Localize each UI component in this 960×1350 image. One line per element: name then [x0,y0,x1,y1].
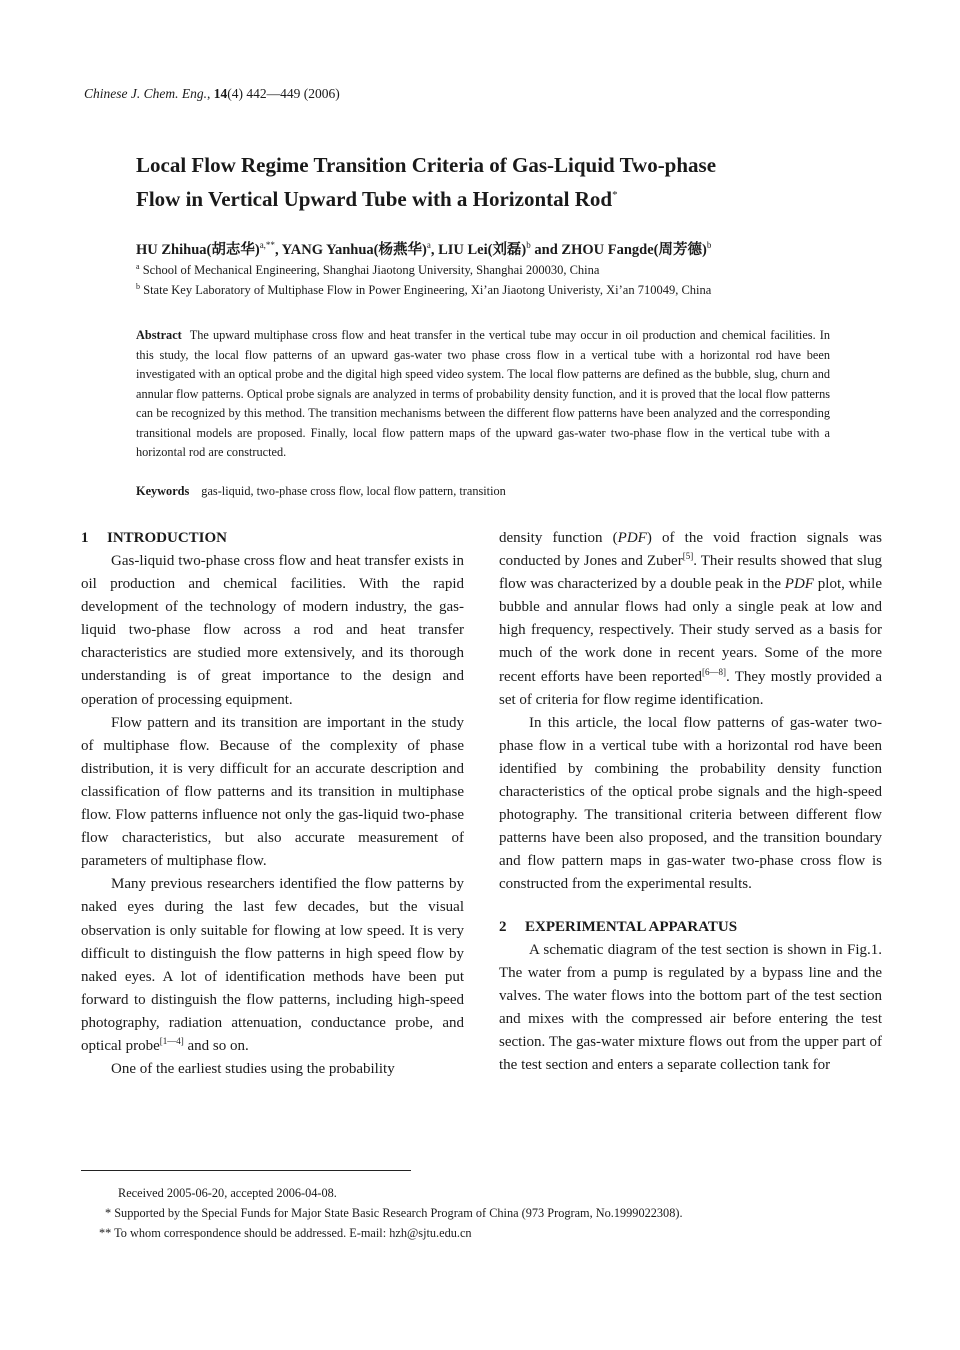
author-liu-affiliation-mark: b [526,240,531,251]
paragraph-text: One of the earliest studies using the probability [111,1061,395,1078]
abstract-text: The upward multiphase cross flow and heat transfer in the vertical tube may occur in oil production and chemical facilities. In this study, the local flow patterns of an upward gas-water two phase cross flow in a vertical tube with a horizontal rod have been investigated with an optical probe and the digital high speed video system. The local flow patterns are defined as the bubble, slug, churn and annular flow patterns. Optical probe signals are analyzed in terms of probability density function, and it is proved that the local flow patterns can be recognized by this method. The transition mechanisms between the different flow patterns have been analyzed and the corresponding transitional models are proposed. Finally, local flow pattern maps of the upward gas-water two-phase flow in the vertical tube with a horizontal rod are constructed. [136,328,830,459]
footnote-correspondence: ** To whom correspondence should be addressed. E-mail: hzh@sjtu.edu.cn [99,1226,472,1240]
citation-ref: [6—8] [702,666,726,677]
author-hu-zhihua: HU Zhihua(胡志华) [136,242,260,258]
paragraph: Gas-liquid two-phase cross flow and heat transfer exists in oil production and chemical facilities. With the rapid development of the technology of modern industry, the gas-liquid two-phase flow across a rod and heat transfer characteristics are studied more extensively, and its thorough understanding is of great importance to the design and operation of processing equipment. [81,553,464,708]
paragraph-text: . They mostly provided a set of criteria for flow regime identification. [499,668,882,708]
author-zhou-affiliation-mark: b [706,240,712,251]
pdf-abbrev: PDF [617,530,647,546]
paragraph-text: . Their results showed that slug flow was characterized by a double peak in the [499,553,882,593]
author-zhou-fangde: and ZHOU Fangde(周芳德) [530,242,707,258]
paragraph-text: plot, while bubble and annular flows had only a single peak at low and high frequency, respectively. Their study served as a basis for much of the work done in recent years. Some of the more recent efforts have been reported [499,576,882,685]
pdf-abbrev: PDF [784,576,814,593]
body-column-right [499,527,882,1077]
paragraph-text: and so on. [183,1037,249,1054]
author-liu-lei: , LIU Lei(刘磊) [430,242,527,258]
paragraph-text: Many previous researchers identified the flow patterns by naked eyes during the last few decades, but the visual observation is only suitable for flowing at low speed. It is very difficult to distinguish the flow patterns in high speed flow by naked eyes. A lot of identification methods have been put forward to distinguish the flow patterns, including high-speed photography, radiation attenuation, conductance probe, and optical probe [81,876,464,1054]
author-yang-yanhua: , YANG Yanhua(杨燕华) [274,242,427,258]
keywords [136,484,830,499]
paragraph-text: ) of the void fraction signals was conducted by Jones and Zuber [499,530,882,570]
paper-title [136,150,856,214]
paper-title-line-2: Flow in Vertical Upward Tube with a Horizontal Rod [136,187,613,211]
paragraph: Flow pattern and its transition are important in the study of multiphase flow. Because of the complexity of phase distribution, it is very difficult for an accurate description and classification of flow patterns and its transition in multiphase flow. Flow patterns influence not only the gas-liquid two-phase flow characteristics, but also accurate measurement of parameters of multiphase flow. [81,714,464,870]
paper-title-line-1: Local Flow Regime Transition Criteria of Gas-Liquid Two-phase [136,153,717,177]
affiliation-a-text: School of Mechanical Engineering, Shanghai Jiaotong University, Shanghai 200030, China [139,263,600,278]
affiliation-b [136,282,711,298]
citation-ref: [5] [682,551,694,562]
section-heading-introduction [81,527,464,550]
affiliation-a [136,262,599,278]
section-title: INTRODUCTION [107,530,228,546]
section-number: 1 [81,530,89,546]
title-footnote-mark: * [612,189,618,201]
paragraph-text: density function ( [499,530,618,546]
paragraph [81,1058,464,1081]
journal-volume: 14 [213,86,228,101]
affiliation-b-text: State Key Laboratory of Multiphase Flow in Power Engineering, Xi’an Jiaotong Univeristy, Xi’an 710049, China [140,283,712,298]
keywords-text: gas-liquid, two-phase cross flow, local flow pattern, transition [201,484,506,498]
journal-name: Chinese J. Chem. Eng. [84,86,207,101]
author-list [136,238,711,259]
affiliation-a-mark: a [136,262,140,271]
abstract-label: Abstract [136,328,182,342]
footnote-support: * Supported by the Special Funds for Major State Basic Research Program of China (973 Program, No.1999022308). [105,1206,683,1220]
abstract [136,326,830,463]
journal-citation: Chinese J. Chem. Eng., 14(4) 442—449 (2006) [84,86,340,101]
body-column-left [81,527,464,1081]
paragraph: A schematic diagram of the test section is shown in Fig.1. The water from a pump is regulated by a bypass line and the valves. The water flows into the bottom part of the test section and mixes with the compressed air before entering the test section. The gas-water mixture flows out from the upper part of the test section and enters a separate collection tank for [499,941,882,1073]
footnote-received: Received 2005-06-20, accepted 2006-04-08. [118,1186,337,1200]
author-yang-affiliation-mark: a [426,240,431,251]
journal-issue-pages: (4) 442—449 (2006) [227,86,340,101]
footnote-rule [81,1170,411,1171]
paragraph: In this article, the local flow patterns of gas-water two-phase flow in a vertical tube with a horizontal rod have been identified by combining the probability density function characteristics of the optical probe signals and the high-speed photography. The transitional criteria between different flow patterns have been also proposed, and the transition boundary and flow pattern maps in gas-water two-phase cross flow is constructed from the experimental results. [499,714,882,893]
section-heading-experimental-apparatus [499,916,882,939]
citation-ref: [1—4] [159,1035,184,1046]
paragraph [81,873,464,1058]
section-title: EXPERIMENTAL APPARATUS [525,918,738,935]
affiliation-b-mark: b [136,282,140,291]
author-hu-affiliation-mark: a,** [259,240,275,251]
keywords-label: Keywords [136,484,190,498]
paragraph-continued [499,527,882,712]
section-number: 2 [499,918,507,935]
